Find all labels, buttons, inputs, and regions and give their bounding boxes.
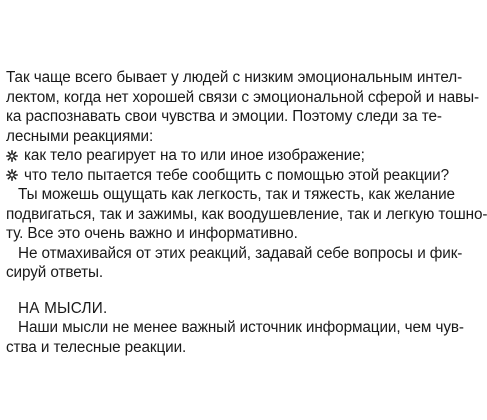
- paragraph-1-line-2: лектом, когда нет хорошей связи с эмоциональной сферой и навы-: [6, 88, 480, 106]
- document-page: [6, 68, 487, 357]
- section-heading: НА МЫСЛИ.: [18, 299, 108, 317]
- section-gap: [6, 283, 414, 299]
- gear-icon: [6, 150, 18, 162]
- paragraph-4-line-1: Наши мысли не менее важный источник информации, чем чув-: [18, 319, 464, 336]
- bullet-item-1: [6, 146, 414, 166]
- paragraph-4-line-2: ства и телесные реакции.: [6, 338, 187, 356]
- paragraph-1-line-1: Так чаще всего бывает у людей с низким эмоциональным интел-: [6, 69, 463, 86]
- bullet-text-1: как тело реагирует на то или иное изображение;: [24, 147, 365, 164]
- paragraph-2-line-1: Ты можешь ощущать как легкость, так и тяжесть, как желание: [18, 186, 455, 203]
- paragraph-1-line-4: лесными реакциями:: [6, 127, 154, 145]
- gear-icon: [6, 169, 18, 181]
- bullet-text-2: что тело пытается тебе сообщить с помощью этой реакции?: [24, 166, 450, 184]
- paragraph-2-line-3: ту. Все это очень важно и информативно.: [6, 225, 298, 242]
- paragraph-3-line-1: Не отмахивайся от этих реакций, задавай себе вопросы и фик-: [18, 244, 463, 262]
- paragraph-2-line-2: подвигаться, так и зажимы, как воодушевление, так и легкую тошно-: [6, 205, 487, 223]
- paragraph-1-line-3: ка распознавать свои чувства и эмоции. Поэтому следи за те-: [6, 108, 442, 125]
- bullet-item-2: [6, 166, 450, 186]
- paragraph-3-line-2: сируй ответы.: [6, 264, 104, 281]
